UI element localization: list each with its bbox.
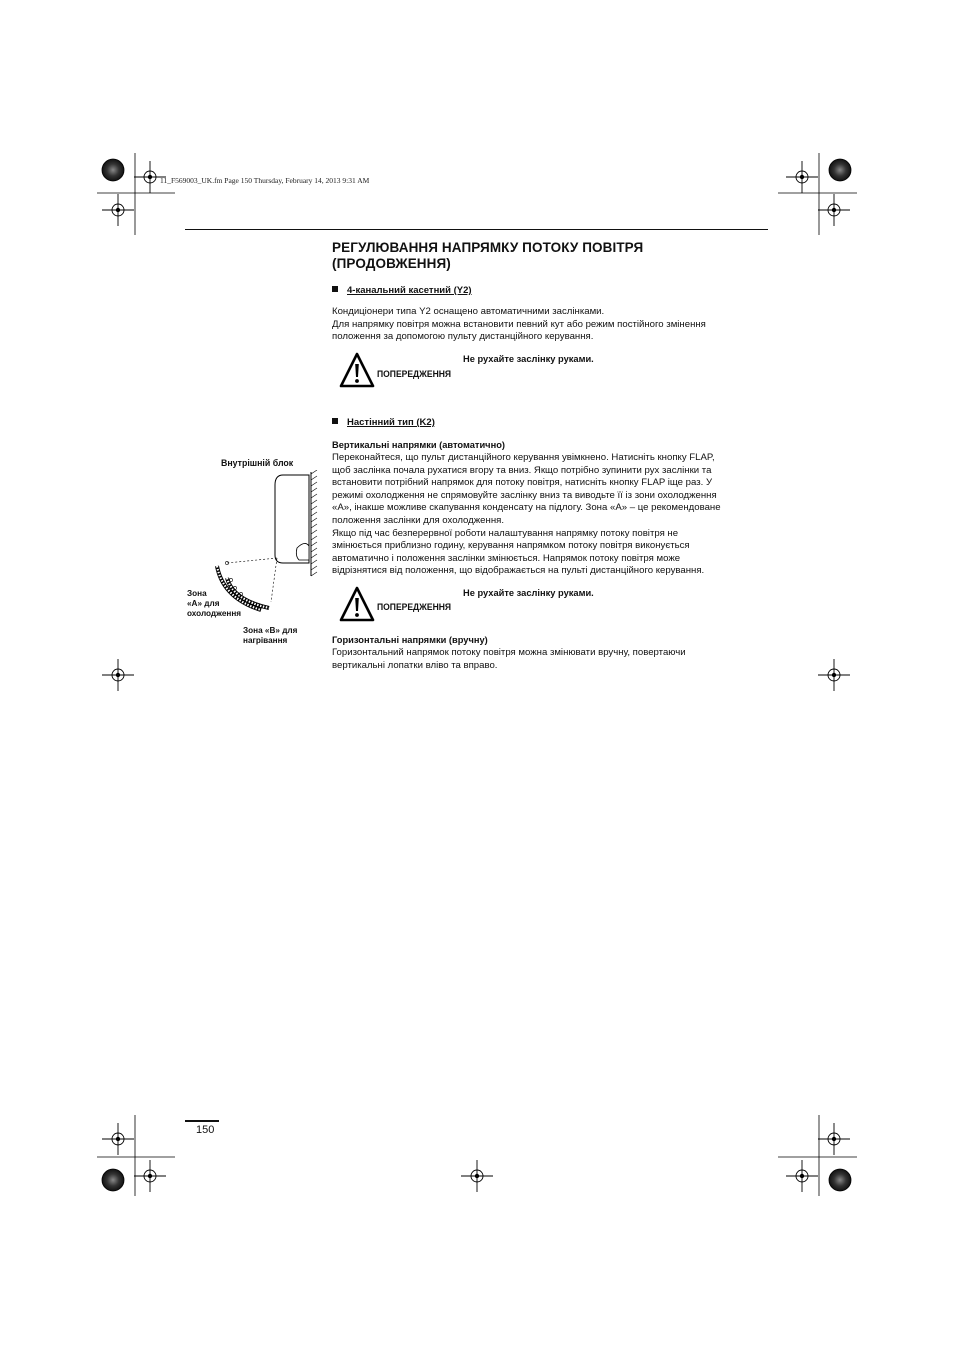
- section-heading-cassette-text: 4-канальний касетний (Y2): [347, 285, 472, 296]
- text-line: положення за допомогою пульту дистанційного керування.: [332, 331, 594, 343]
- text-line: Для напрямку повітря можна встановити певний кут або режим постійного змінення: [332, 318, 706, 330]
- page-title-line-1: РЕГУЛЮВАННЯ НАПРЯМКУ ПОТОКУ ПОВІТРЯ: [332, 240, 644, 255]
- text-line: автоматично і положення заслінки змінюється. Напрямок потоку повітря може: [332, 552, 681, 564]
- section-heading-cassette: [332, 285, 472, 296]
- text-line: вертикальні лопатки вліво та вправо.: [332, 659, 498, 671]
- zone-a-line: охолодження: [187, 609, 242, 618]
- zone-b-label: [243, 626, 297, 646]
- vertical-directions-title: Вертикальні напрямки (автоматично): [332, 440, 505, 450]
- text-line: Горизонтальний напрямок потоку повітря можна змінювати вручну, повертаючи: [332, 647, 686, 658]
- warning-triangle-icon: [339, 352, 375, 389]
- indoor-unit-label: Внутрішній блок: [221, 458, 294, 468]
- page-number: 150: [196, 1124, 215, 1136]
- section-heading-wall-text: Настінний тип (K2): [347, 417, 435, 428]
- text-line: положення заслінки для охолодження.: [332, 514, 504, 526]
- text-line: змінюється приблизно годину, керування напрямком потоку повітря виконується: [332, 540, 690, 552]
- zone-a-label: [187, 589, 241, 619]
- text-line: Кондиціонери типа Y2 оснащено автоматичними заслінками.: [332, 306, 605, 317]
- section-heading-wall: [332, 417, 435, 428]
- text-line: Переконайтеся, що пульт дистанційного керування увімкнено. Натисніть кнопку FLAP,: [332, 452, 715, 463]
- print-metadata: 11_F569003_UK.fm Page 150 Thursday, February 14, 2013 9:31 AM: [160, 176, 370, 185]
- page-title-line-2: (ПРОДОВЖЕННЯ): [332, 256, 451, 271]
- bullet-square-icon: [332, 418, 338, 424]
- horizontal-directions-title: Горизонтальні напрямки (вручну): [332, 635, 488, 645]
- horizontal-paragraph: [332, 647, 686, 672]
- warning-text: Не рухайте заслінку руками.: [463, 354, 594, 364]
- warning-triangle-icon: [339, 586, 375, 623]
- zone-a-line: Зона: [187, 589, 207, 598]
- footer-rule: [185, 1120, 219, 1122]
- warning-label: ПОПЕРЕДЖЕННЯ: [377, 369, 452, 380]
- text-line: щоб заслінка почала рухатися вгору та вниз. Якщо потрібно зупинити рух заслінки та: [332, 464, 712, 476]
- bullet-square-icon: [332, 286, 338, 292]
- text-line: встановити потрібний напрямок для потоку повітря, натисніть кнопку FLAP іще раз. У: [332, 477, 713, 489]
- text-line: режимі охолодження не спрямовуйте заслінку вниз та виводьте її із зони охолодження: [332, 489, 717, 501]
- text-line: «A», інакше можливе скапування конденсату на підлогу. Зона «A» – це рекомендоване: [332, 502, 721, 514]
- zone-b-line: нагрівання: [243, 636, 288, 645]
- vertical-paragraph: [332, 452, 721, 578]
- text-line: відрізнятися від положення, що відображається на пульті дистанційного керування.: [332, 565, 705, 577]
- header-rule: [185, 229, 768, 230]
- cassette-paragraph: [332, 306, 706, 344]
- warning-label: ПОПЕРЕДЖЕННЯ: [377, 602, 452, 613]
- page-title: [332, 240, 643, 272]
- text-line: Якщо під час безперервної роботи налаштування напрямку потоку повітря не: [332, 527, 679, 539]
- zone-b-line: Зона «B» для: [243, 626, 298, 635]
- zone-a-line: «A» для: [187, 599, 220, 608]
- warning-text: Не рухайте заслінку руками.: [463, 588, 594, 598]
